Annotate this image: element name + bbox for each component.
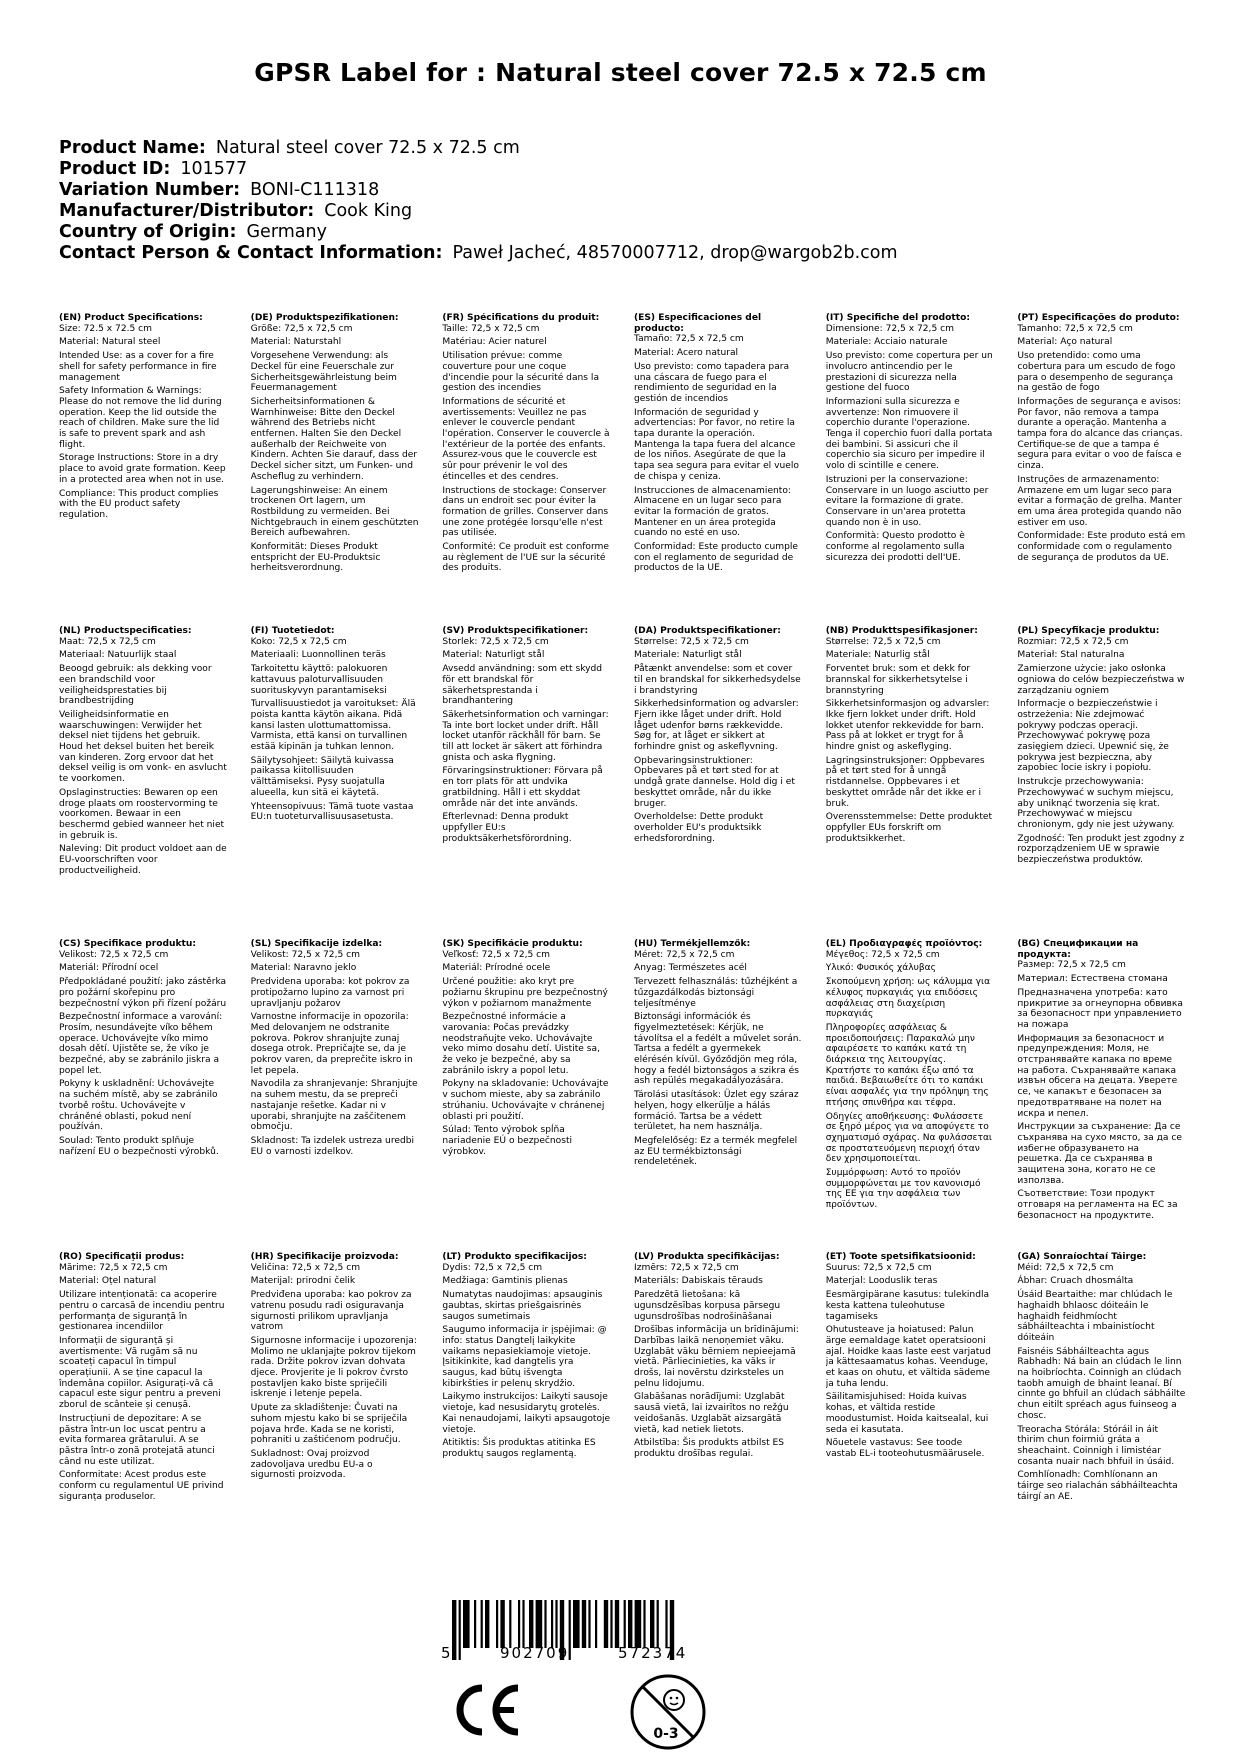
spec-line: Größe: 72,5 x 72,5 cm	[250, 323, 353, 334]
spec-block	[634, 313, 826, 626]
barcode-bar	[481, 1600, 483, 1648]
spec-line: Compliance: This product complies with the EU product safety regulation.	[59, 488, 219, 520]
spec-line: Material: Naravno jeklo	[250, 963, 357, 974]
spec-line: Инструкции за съхранение: Да се съхранява на сухо място, за да се избегне образуването на решетка. Да се съхранява в защитена зона, когато не се използва.	[1017, 1122, 1182, 1186]
barcode-bar	[657, 1600, 659, 1648]
not-for-children-0-3-icon	[628, 1672, 708, 1752]
spec-line: Tervezett felhasználás: tűzhéjként a tűzgazdálkodás biztonsági teljesítménye	[634, 977, 798, 1009]
spec-line: Konformität: Dieses Produkt entspricht der EU-Produktsic herheitsverordnung.	[250, 542, 381, 574]
barcode-bar	[463, 1600, 470, 1648]
spec-line: Σκοπούμενη χρήση: ως κάλυμμα για κέλυφος πυρκαγιάς για επιδόσεις ασφάλειας στη διαχείριση πυρκαγιάς	[825, 977, 991, 1020]
spec-row	[59, 626, 1209, 939]
spec-line: Materiał: Stal naturalna	[1017, 650, 1125, 661]
spec-line: Treoracha Stórála: Stóráil in áit thirim chun foirmiú gráta a sheachaint. Coinnigh i limistéar cosanta nuair nach bhfuil in úsáid.	[1017, 1424, 1175, 1467]
info-key: Contact Person & Contact Information:	[59, 243, 443, 263]
barcode-bar	[536, 1600, 543, 1648]
spec-line: Materiale: Acciaio naturale	[825, 337, 948, 348]
spec-line: Materiál: Přírodní ocel	[59, 963, 159, 974]
spec-row	[59, 939, 1209, 1252]
spec-line: Informacje o bezpieczeństwie i ostrzeżenia: Nie zdejmować pokrywy podczas operacji. Przechowywać pokrywę poza zasięgiem dzieci. Upewnić się, że pokrywa jest bezpieczna, aby zapobiec locie iskry i popiołu.	[1017, 699, 1169, 774]
spec-line: Tamanho: 72,5 x 72,5 cm	[1017, 323, 1133, 334]
spec-line: Glabāšanas norādījumi: Uzglabāt sausā vietā, lai izvairītos no režģu veidošanās. Uzglabāt aizsargātā vietā, kad netiek lietots.	[634, 1392, 789, 1435]
info-value: Germany	[246, 222, 327, 242]
spec-heading: (LV) Produkta specifikācijas:	[634, 1252, 780, 1262]
spec-block	[442, 313, 634, 626]
spec-heading: (GA) Sonraíochtaí Táirge:	[1017, 1252, 1147, 1262]
spec-row	[59, 1252, 1209, 1565]
spec-block	[1017, 1252, 1209, 1565]
barcode-first-digit: 5	[441, 1644, 451, 1662]
spec-line: Méid: 72,5 x 72,5 cm	[1017, 1262, 1114, 1273]
spec-line: Material: Naturligt stål	[442, 650, 545, 661]
spec-line: Informations de sécurité et avertissements: Veuillez ne pas enlever le couvercle pendant l'opération. Conserver le couvercle à l'extérieur de la portée des enfants. Assurez-vous que le couvercle est sûr pour prévenir le vol des étincelles et des cendres.	[442, 396, 610, 482]
spec-line: Instrucțiuni de depozitare: A se păstra într-un loc uscat pentru a evita formarea grătarului. A se păstra într-o zonă protejată atunci când nu este utilizat.	[59, 1413, 215, 1467]
spec-line: Koko: 72,5 x 72,5 cm	[250, 636, 347, 647]
spec-line: Conformidad: Este producto cumple con el reglamento de seguridad de productos de la UE.	[634, 542, 798, 574]
info-row	[59, 222, 1189, 243]
spec-line: Comhlíonadh: Comhlíonann an táirge seo rialachán sábháilteachta táirgí an AE.	[1017, 1470, 1178, 1502]
spec-line: Størrelse: 72,5 x 72,5 cm	[634, 636, 749, 647]
spec-line: Utilisation prévue: comme couverture pour une coque d'incendie pour la sécurité dans la gestion des incendies	[442, 351, 600, 394]
spec-line: Conformidade: Este produto está em conformidade com o regulamento de segurança de produtos da UE.	[1017, 531, 1186, 563]
barcode-bar	[650, 1600, 654, 1648]
spec-line: Instrukcje przechowywania: Przechowywać w suchym miejscu, aby uniknąć tworzenia się krat. Przechowywać w miejscu chronionym, gdy nie jest używany.	[1017, 777, 1175, 830]
spec-block	[826, 626, 1018, 939]
barcode-bar	[500, 1600, 504, 1648]
spec-heading: (IT) Specifiche del prodotto:	[825, 313, 970, 323]
spec-line: Instrucciones de almacenamiento: Almacene en un lugar seco para evitar la formación de gratos. Mantener en un área protegida cuando no esté en uso.	[634, 485, 791, 539]
spec-heading: (HU) Termékjellemzők:	[634, 939, 751, 949]
spec-line: Upute za skladištenje: Čuvati na suhom mjestu kako bi se spriječila pojava hrđe. Kada se ne koristi, pohraniti u zaštićenom području.	[250, 1403, 408, 1446]
spec-line: Biztonsági információk és figyelmeztetések: Kérjük, ne távolítsa el a fedélt a művelet során. Tartsa a fedélt a gyermekek elérésén kívül. Győződjön meg róla, hogy a fedél biztonságos a szikra és ash repülés megakadályozására.	[634, 1012, 802, 1087]
barcode-left-group: 902709	[500, 1644, 570, 1662]
spec-line: Saugumo informacija ir įspėjimai: @ info: status Dangtelį laikykite vaikams nepasiekiamoje vietoje. Įsitikinkite, kad dangtelis yra saugus, kad būtų išvengta kibirkšties ir pelenų skrydžio.	[442, 1325, 607, 1389]
spec-block	[59, 313, 251, 626]
barcode-bar	[522, 1600, 524, 1648]
spec-line: Dimensione: 72,5 x 72,5 cm	[825, 323, 954, 334]
spec-line: Materiale: Naturlig stål	[825, 650, 930, 661]
spec-line: Opbevaringsinstruktioner: Opbevares på et tørt sted for at undgå grate dannelse. Hold dig i et beskyttet område, når du ikke bruger.	[634, 755, 795, 809]
spec-block	[442, 1252, 634, 1565]
spec-line: Säilitamisjuhised: Hoida kuivas kohas, et vältida restide moodustumist. Hoida kaitsealal, kui seda ei kasutata.	[825, 1392, 989, 1435]
barcode-bar	[665, 1600, 667, 1648]
spec-line: Материал: Естествена стомана	[1017, 974, 1168, 985]
spec-line: Laikymo instrukcijos: Laikyti sausoje vietoje, kad nesusidarytų grotelės. Kai nenaudojami, laikyti apsaugotoje vietoje.	[442, 1392, 611, 1435]
spec-block	[634, 1252, 826, 1565]
barcode-bar	[643, 1600, 645, 1648]
spec-line: Matériau: Acier naturel	[442, 337, 547, 348]
spec-line: Lagerungshinweise: An einem trockenen Ort lagern, um Rostbildung zu vermeiden. Bei Nichtgebrauch in einem geschützten Bereich aufbewahren.	[250, 485, 419, 539]
spec-line: Materiaal: Natuurlijk staal	[59, 650, 177, 661]
spec-line: Säkerhetsinformation och varningar: Ta inte bort locket under drift. Håll locket utanför räckhåll för barn. Se till att locket är säkert att förhindra gnista och aska flygning.	[442, 709, 609, 763]
spec-line: Materiāls: Dabiskais tērauds	[634, 1276, 763, 1287]
info-value: Natural steel cover 72.5 x 72.5 cm	[215, 138, 520, 158]
spec-heading: (ES) Especificaciones del producto:	[634, 313, 762, 334]
spec-block	[59, 1252, 251, 1565]
spec-line: Tarkoitettu käyttö: palokuoren kattavuus paloturvallisuuden suorituskyvyn parantamiseksi	[250, 664, 388, 696]
info-value: BONI-C111318	[250, 180, 380, 200]
spec-block	[1017, 939, 1209, 1252]
info-value: 101577	[180, 159, 248, 179]
info-key: Manufacturer/Distributor:	[59, 201, 315, 221]
spec-block	[826, 313, 1018, 626]
spec-line: Bezpečnostné informácie a varovania: Počas prevádzky neodstraňujte veko. Uchovávajte veko mimo dosahu detí. Uistite sa, že veko je bezpečné, aby sa zabránilo iskry a popol letu.	[442, 1012, 600, 1076]
spec-line: Intended Use: as a cover for a fire shell for safety performance in fire management	[59, 351, 217, 383]
spec-line: Pokyny k uskladnění: Uchovávejte na suchém místě, aby se zabránilo tvorbě roštu. Uchovávejte v chráněné oblasti, pokud není používán.	[59, 1079, 218, 1133]
spec-block	[826, 939, 1018, 1252]
spec-line: Συμμόρφωση: Αυτό το προϊόν συμμορφώνεται με τον κανονισμό της ΕΕ για την ασφάλεια των προϊόντων.	[825, 1168, 981, 1211]
spec-line: Material: Acero natural	[634, 348, 739, 359]
barcode-bar	[529, 1600, 533, 1648]
info-value: Cook King	[324, 201, 413, 221]
spec-line: Istruzioni per la conservazione: Conservare in un luogo asciutto per evitare la formazione di grate. Conservare in un'area protetta quando non è in uso.	[825, 474, 989, 528]
spec-line: Material: Naturstahl	[250, 337, 342, 348]
info-row	[59, 180, 1189, 201]
spec-heading: (BG) Спецификации на продукта:	[1017, 939, 1139, 960]
spec-line: Veiligheidsinformatie en waarschuwingen: Verwijder het deksel niet tijdens het gebruik. Houd het deksel buiten het bereik van kinderen. Zorg ervoor dat het deksel veilig is om vonk- en asvlucht te voorkomen.	[59, 709, 227, 785]
barcode-bar	[544, 1600, 546, 1648]
spec-line: Nõuetele vastavus: See toode vastab EL-i tooteohutusmäärusele.	[825, 1438, 985, 1459]
info-key: Country of Origin:	[59, 222, 237, 242]
spec-line: Material: Oțel natural	[59, 1276, 157, 1287]
barcode-bar	[459, 1600, 461, 1660]
spec-block	[1017, 626, 1209, 939]
barcode-bar	[518, 1600, 520, 1648]
spec-heading: (FI) Tuotetiedot:	[250, 626, 335, 636]
spec-line: Avsedd användning: som ett skydd för ett brandskal för säkerhetsprestanda i brandhantering	[442, 664, 603, 707]
spec-line: Sigurnosne informacije i upozorenja: Molimo ne uklanjajte pokrov tijekom rada. Držite pokrov izvan dohvata djece. Provjerite je li pokrov čvrsto postavljen kako biste spriječili iskrenje i letenje pepela.	[250, 1335, 417, 1400]
barcode-bar	[615, 1600, 619, 1648]
spec-line: Sikkerhedsinformation og advarsler: Fjern ikke låget under drift. Hold låget udenfor børns rækkevidde. Søg for, at låget er sikkert at forhindre gnist og askeflyvning.	[634, 699, 799, 753]
spec-heading: (NL) Productspecificaties:	[59, 626, 192, 636]
spec-line: Material: Aço natural	[1017, 337, 1113, 348]
spec-block	[251, 939, 443, 1252]
spec-block	[251, 1252, 443, 1565]
spec-line: Storage Instructions: Store in a dry place to avoid grate formation. Keep in a protected area when not in use.	[59, 453, 226, 485]
barcode-bar	[635, 1600, 642, 1648]
spec-line: Información de seguridad y advertencias: Por favor, no retire la tapa durante la operación. Mantenga la tapa fuera del alcance de los niños. Asegúrate de que la tapa sea segura para evitar el vuelo de chispa y ceniza.	[634, 407, 799, 482]
spec-heading: (CS) Specifikace produktu:	[59, 939, 196, 949]
barcode-bar	[452, 1600, 456, 1660]
info-row	[59, 138, 1189, 159]
spec-line: Megfelelőség: Ez a termék megfelel az EU termékbiztonsági rendeletének.	[634, 1135, 798, 1168]
spec-line: Størrelse: 72,5 x 72,5 cm	[825, 636, 941, 647]
spec-line: Yhteensopivuus: Tämä tuote vastaa EU:n tuoteturvallisuusasetusta.	[250, 801, 414, 823]
spec-line: Turvallisuustiedot ja varoitukset: Älä poista kantta käytön aikana. Pidä kansi lasten ulottumattomissa. Varmista, että kansi on turvallinen estää kipinän ja tuhkan lennon.	[250, 699, 416, 753]
spec-heading: (HR) Specifikacije proizvoda:	[250, 1252, 399, 1262]
spec-line: Beoogd gebruik: als dekking voor een brandschild voor veiligheidsprestaties bij brandbestrijding	[59, 664, 212, 707]
spec-line: Размер: 72,5 x 72,5 cm	[1017, 960, 1126, 971]
info-key: Variation Number:	[59, 180, 241, 200]
spec-line: Veličina: 72,5 x 72,5 cm	[250, 1262, 361, 1273]
spec-heading: (LT) Produkto specifikacijos:	[442, 1252, 587, 1262]
spec-line: Μέγεθος: 72,5 x 72,5 cm	[825, 949, 940, 960]
spec-line: Säilytysohjeet: Säilytä kuivassa paikassa kiitollisuuden välttämiseksi. Pysy suojatulla alueella, kun sitä ei käytetä.	[250, 755, 394, 798]
spec-line: Izmērs: 72,5 x 72,5 cm	[634, 1262, 739, 1273]
spec-line: Medžiaga: Gamtinis plienas	[442, 1276, 568, 1287]
spec-line: Conformità: Questo prodotto è conforme al regolamento sulla sicurezza dei prodotti dell'UE.	[825, 531, 965, 563]
barcode-bar	[624, 1600, 626, 1648]
spec-line: Bezpečnostní informace a varování: Prosím, nesundávejte víko během operace. Uchovávejte víko mimo dosah dětí. Ujistěte se, že víko je bezpečné, aby se zabránilo jiskra a popel let.	[59, 1012, 223, 1076]
spec-line: Dydis: 72,5 x 72,5 cm	[442, 1262, 543, 1273]
spec-line: Uso pretendido: como uma cobertura para um escudo de fogo para o desempenho de segurança na gestão de fogo	[1017, 351, 1176, 394]
spec-block	[59, 626, 251, 939]
compliance-icons	[0, 1670, 1241, 1754]
barcode-bar	[610, 1600, 612, 1648]
spec-line: Informazioni sulla sicurezza e avvertenze: Non rimuovere il coperchio durante l'operazione. Tenga il coperchio fuori dalla portata dei bambini. Si assicuri che il coperchio sia sicuro per impedire il volo di scintille e cenere.	[825, 396, 993, 472]
barcode-bar	[604, 1600, 608, 1648]
info-key: Product ID:	[59, 159, 171, 179]
spec-line: Overensstemmelse: Dette produktet oppfyller EUs forskrift om produktsikkerhet.	[825, 812, 993, 844]
spec-line: Förvaringsinstruktioner: Förvara på en torr plats för att undvika gratbildning. Håll i ett skyddat område när det inte används.	[442, 766, 603, 809]
age-badge-text: 0-3	[653, 1726, 679, 1742]
spec-line: Οδηγίες αποθήκευσης: Φυλάσσετε σε ξηρό μέρος για να αποφύγετε το σχηματισμό σχάρας. Να φυλάσσεται σε προστατευόμενη περιοχή όταν δεν χρησιμοποιείται.	[825, 1111, 993, 1165]
barcode-bar	[582, 1600, 586, 1648]
spec-line: Faisnéis Sábháilteachta agus Rabhadh: Ná bain an clúdach le linn na hoibríochta. Coinnigh an clúdach taobh amuigh de bhaint leanaí. Bí cinnte go bhfuil an clúdach sábháilte chun eitilt spréach agus fuinseog a chosc.	[1017, 1346, 1186, 1421]
spec-line: Ábhar: Cruach dhosmálta	[1017, 1276, 1134, 1287]
spec-line: Materijal: prirodni čelik	[250, 1276, 356, 1287]
spec-line: Информация за безопасност и предупреждения: Моля, не отстранявайте капака по време на работа. Съхранявайте капака извън обсега на децата. Уверете се, че капакът е безопасен за предотвратяване на полет на искра и пепел.	[1017, 1033, 1178, 1119]
spec-block	[442, 626, 634, 939]
spec-line: Suurus: 72,5 x 72,5 cm	[825, 1262, 932, 1273]
barcode-right-group: 572374	[618, 1644, 688, 1662]
barcode-bar	[496, 1600, 498, 1648]
barcode-bar	[588, 1600, 590, 1648]
spec-line: Méret: 72,5 x 72,5 cm	[634, 949, 735, 960]
info-row	[59, 159, 1189, 180]
spec-line: Eesmärgipärane kasutus: tulekindla kesta kattena tuleohutuse tagamiseks	[825, 1290, 990, 1322]
product-info	[59, 138, 1189, 264]
spec-line: Zgodność: Ten produkt jest zgodny z rozporządzeniem UE w sprawie bezpieczeństwa produktów.	[1017, 833, 1185, 866]
spec-heading: (PL) Specyfikacje produktu:	[1017, 626, 1160, 636]
spec-block	[251, 313, 443, 626]
spec-line: Materiál: Prírodné ocele	[442, 963, 551, 974]
specifications-grid	[59, 313, 1209, 1565]
spec-line: Mărime: 72,5 x 72,5 cm	[59, 1262, 168, 1273]
info-value: Paweł Jacheć, 48570007712, drop@wargob2b.com	[452, 243, 898, 263]
spec-block	[59, 939, 251, 1252]
barcode-bar	[474, 1600, 476, 1648]
spec-line: Veľkosť: 72,5 x 72,5 cm	[442, 949, 551, 960]
spec-line: Efterlevnad: Denna produkt uppfyller EU:s produktsäkerhetsförordning.	[442, 812, 572, 844]
spec-line: Conformitate: Acest produs este conform cu regulamentul UE privind siguranța produselor.	[59, 1470, 224, 1502]
spec-block	[634, 939, 826, 1252]
spec-line: Materiale: Naturligt stål	[634, 650, 742, 661]
spec-line: Taille: 72,5 x 72,5 cm	[442, 323, 540, 334]
spec-line: Size: 72.5 x 72.5 cm	[59, 323, 153, 334]
spec-line: Opslaginstructies: Bewaren op een droge plaats om roostervorming te voorkomen. Bewaar in een beschermd gebied wanneer het niet in gebruik is.	[59, 787, 225, 841]
spec-line: Rozmiar: 72,5 x 72,5 cm	[1017, 636, 1129, 647]
spec-line: Sukladnost: Ovaj proizvod zadovoljava uredbu EU-a o sigurnosti proizvoda.	[250, 1448, 373, 1481]
barcode-bar	[573, 1600, 580, 1648]
spec-line: Ohutusteave ja hoiatused: Palun ärge eemaldage katet operatsiooni ajal. Hoidke kaas laste eest varjatud ja kättesaamatus kohas. Veenduge, et kaas on ohutu, et vältida sädeme ja tuha lendu.	[825, 1325, 991, 1389]
spec-heading: (DA) Produktspecifikationer:	[634, 626, 781, 636]
info-row	[59, 243, 1189, 264]
spec-line: Utilizare intenționată: ca acoperire pentru o carcasă de incendiu pentru performanța de siguranță în gestionarea incendiilor	[59, 1290, 225, 1333]
spec-line: Informații de siguranță și avertismente: Vă rugăm să nu scoateți capacul în timpul operațiunii. A se ține capacul la îndemâna copiilor. Asigurați-vă că capacul este sigur pentru a preveni zborul de scânteie și cenușă.	[59, 1335, 221, 1411]
barcode-bar	[595, 1600, 597, 1648]
spec-line: Maat: 72,5 x 72,5 cm	[59, 636, 156, 647]
spec-heading: (NB) Produkttspesifikasjoner:	[825, 626, 978, 636]
spec-line: Materiaali: Luonnollinen teräs	[250, 650, 386, 661]
spec-line: Overholdelse: Dette produkt overholder EU's produktsikk erhedsforordning.	[634, 812, 764, 844]
spec-line: Pokyny na skladovanie: Uchovávajte v suchom mieste, aby sa zabránilo strúhaniu. Uchovávajte v chránenej oblasti pri použití.	[442, 1079, 609, 1122]
spec-line: Materjal: Looduslik teras	[825, 1276, 938, 1287]
barcode-bar	[485, 1600, 489, 1648]
spec-line: Numatytas naudojimas: apsauginis gaubtas, skirtas priešgaisrinės saugos sumetimais	[442, 1290, 603, 1322]
spec-heading: (DE) Produktspezifikationen:	[250, 313, 399, 323]
spec-line: Vorgesehene Verwendung: als Deckel für eine Feuerschale zur Sicherheitsgewährleistung beim Feuermanagement	[250, 351, 397, 394]
spec-heading: (RO) Specificații produs:	[59, 1252, 185, 1262]
spec-line: Velikost: 72,5 x 72,5 cm	[250, 949, 361, 960]
barcode-bar	[628, 1600, 632, 1648]
spec-heading: (EN) Product Specifications:	[59, 313, 203, 323]
spec-line: Material: Natural steel	[59, 337, 161, 348]
spec-line: Uso previsto: come copertura per un involucro antincendio per le prestazioni di sicurezza nella gestione del fuoco	[825, 351, 993, 394]
spec-line: Skladnost: Ta izdelek ustreza uredbi EU o varnosti izdelkov.	[250, 1135, 415, 1157]
spec-line: Naleving: Dit product voldoet aan de EU-voorschriften voor productveiligheid.	[59, 844, 227, 876]
spec-line: Úsáid Beartaithe: mar chlúdach le haghaidh bhlaosc dóiteáin le haghaidh feidhmíocht sábháilteachta i mbainistíocht dóiteáin	[1017, 1290, 1173, 1343]
spec-row	[59, 313, 1209, 626]
spec-line: Tamaño: 72,5 x 72,5 cm	[634, 334, 744, 345]
spec-line: Varnostne informacije in opozorila: Med delovanjem ne odstranite pokrova. Pokrov shranjujte zunaj dosega otrok. Prepričajte se, da je pokrov varen, da preprečite iskro in let pepela.	[250, 1012, 413, 1076]
spec-heading: (SV) Produktspecifikationer:	[442, 626, 589, 636]
spec-line: Informações de segurança e avisos: Por favor, não remova a tampa durante a operação. Mantenha a tampa fora do alcance das crianças. Certifique-se de que a tampa é segura para evitar o voo de faísca e cinza.	[1017, 396, 1183, 472]
spec-line: Instruções de armazenamento: Armazene em um lugar seco para evitar a formação de grelha. Manter em uma área protegida quando não estiver em uso.	[1017, 474, 1182, 528]
spec-heading: (ET) Toote spetsifikatsioonid:	[825, 1252, 976, 1262]
ce-mark-icon	[452, 1684, 522, 1736]
barcode-bar	[555, 1600, 557, 1648]
barcode-bar	[509, 1600, 511, 1648]
spec-block	[251, 626, 443, 939]
spec-line: Storlek: 72,5 x 72,5 cm	[442, 636, 549, 647]
spec-line: Soulad: Tento produkt splňuje nařízení EU o bezpečnosti výrobků.	[59, 1135, 219, 1157]
spec-line: Zamierzone użycie: jako osłonka ogniowa do celów bezpieczeństwa w zarządzaniu ogniem	[1017, 664, 1185, 696]
spec-line: Súlad: Tento výrobok spĺňa nariadenie EÚ o bezpečnosti výrobkov.	[442, 1125, 573, 1157]
spec-heading: (EL) Προδιαγραφές προϊόντος:	[825, 939, 983, 949]
spec-line: Určené použitie: ako kryt pre požiarnu škrupinu pre bezpečnostný výkon v požiarnom manažmente	[442, 977, 608, 1009]
spec-block	[1017, 313, 1209, 626]
spec-heading: (SK) Špecifikácie produktu:	[442, 939, 583, 949]
spec-line: Atbilstība: Šis produkts atbilst ES produktu drošības regulai.	[634, 1438, 785, 1459]
spec-line: Påtænkt anvendelse: som et cover til en brandskal for sikkerhedsydelse i brandstyring	[634, 664, 801, 696]
spec-line: Instructions de stockage: Conserver dans un endroit sec pour éviter la formation de grilles. Conserver dans une zone protégée lorsqu'elle n'est pas utilisée.	[442, 485, 609, 539]
barcode-bar	[551, 1600, 553, 1648]
spec-line: Forventet bruk: som et dekk for brannskal for sikkerhetsytelse i brannstyring	[825, 664, 971, 696]
spec-line: Sikkerhetsinformasjon og advarsler: Ikke fjern lokket under drift. Hold lokket utenfor rekkevidde for barn. Pass på at lokket er trygt for å hindre gnist og askeflyging.	[825, 699, 990, 753]
spec-line: Navodila za shranjevanje: Shranjujte na suhem mestu, da se prepreči nastajanje rešetke. Kadar ni v uporabi, shranjujte na zaščitenem območju.	[250, 1079, 418, 1133]
spec-line: Předpokládané použití: jako zástěrka pro požární skořepinu pro bezpečnostní výkon při řízení požáru	[59, 977, 227, 1009]
spec-block	[826, 1252, 1018, 1565]
spec-block	[442, 939, 634, 1252]
spec-line: Safety Information & Warnings: Please do not remove the lid during operation. Keep the lid outside the reach of children. Make sure the lid is safe to prevent spark and ash flight.	[59, 386, 222, 450]
spec-block	[634, 626, 826, 939]
spec-line: Atitiktis: Šis produktas atitinka ES produktų saugos reglamentą.	[442, 1438, 596, 1459]
spec-line: Съответствие: Този продукт отговаря на регламента на ЕС за безопасност на продуктите.	[1017, 1189, 1178, 1221]
spec-line: Sicherheitsinformationen & Warnhinweise: Bitte den Deckel während des Betriebs nicht entfernen. Halten Sie den Deckel außerhalb der Reichweite von Kindern. Achten Sie darauf, dass der Deckel sicher sitzt, um Funken- und Ascheflug zu verhindern.	[250, 396, 418, 482]
spec-line: Conformité: Ce produit est conforme au règlement de l'UE sur la sécurité des produits.	[442, 542, 610, 574]
spec-line: Предназначена употреба: като прикритие за огнеупорна обвивка за безопасност при управлението на пожара	[1017, 987, 1183, 1030]
spec-line: Paredzētā lietošana: kā ugunsdzēsības korpusa pārsegu ugunsdrošības nodrošināšanai	[634, 1290, 781, 1322]
spec-heading: (SL) Specifikacije izdelka:	[250, 939, 383, 949]
spec-line: Πληροφορίες ασφάλειας & προειδοποιήσεις: Παρακαλώ μην αφαιρέσετε το καπάκι κατά τη διάρκεια της λειτουργίας. Κρατήστε το καπάκι έξω από τα παιδιά. Βεβαιωθείτε ότι το καπάκι είναι ασφαλές για την πρόληψη της πτήσης σπινθήρα και τέφρα.	[825, 1022, 989, 1108]
spec-line: Predvidena uporaba: kot pokrov za protipožarno lupino za varnost pri upravljanju požarov	[250, 977, 410, 1009]
spec-line: Lagringsinstruksjoner: Oppbevares på et tørt sted for å unngå ristdannelse. Oppbevares i et beskyttet område når det ikke er i bruk.	[825, 755, 985, 809]
info-key: Product Name:	[59, 138, 206, 158]
spec-heading: (PT) Especificações do produto:	[1017, 313, 1180, 323]
spec-line: Velikost: 72,5 x 72,5 cm	[59, 949, 169, 960]
spec-heading: (FR) Spécifications du produit:	[442, 313, 600, 323]
spec-line: Υλικό: Φυσικός χάλυβας	[825, 963, 937, 974]
spec-line: Predviđena uporaba: kao pokrov za vatrenu posudu radi osiguravanja sigurnosti prilikom upravljanja vatrom	[250, 1290, 412, 1333]
spec-line: Uso previsto: como tapadera para una cáscara de fuego para el rendimiento de seguridad en la gestión de incendios	[634, 361, 790, 404]
spec-line: Drošības informācija un brīdinājumi: Darbības laikā nenoņemiet vāku. Uzglabāt vāku bērniem nepieejamā vietā. Pārliecinieties, ka vāks ir drošs, lai novērstu dzirksteles un pelnu lidojumu.	[634, 1325, 799, 1389]
spec-line: Anyag: Természetes acél	[634, 963, 747, 974]
info-row	[59, 201, 1189, 222]
spec-line: Tárolási utasítások: Üzlet egy száraz helyen, hogy elkerülje a hálás formáció. Tartsa be a védett területet, ha nem használja.	[634, 1090, 799, 1133]
page-title: GPSR Label for : Natural steel cover 72.5 x 72.5 cm	[254, 58, 987, 87]
